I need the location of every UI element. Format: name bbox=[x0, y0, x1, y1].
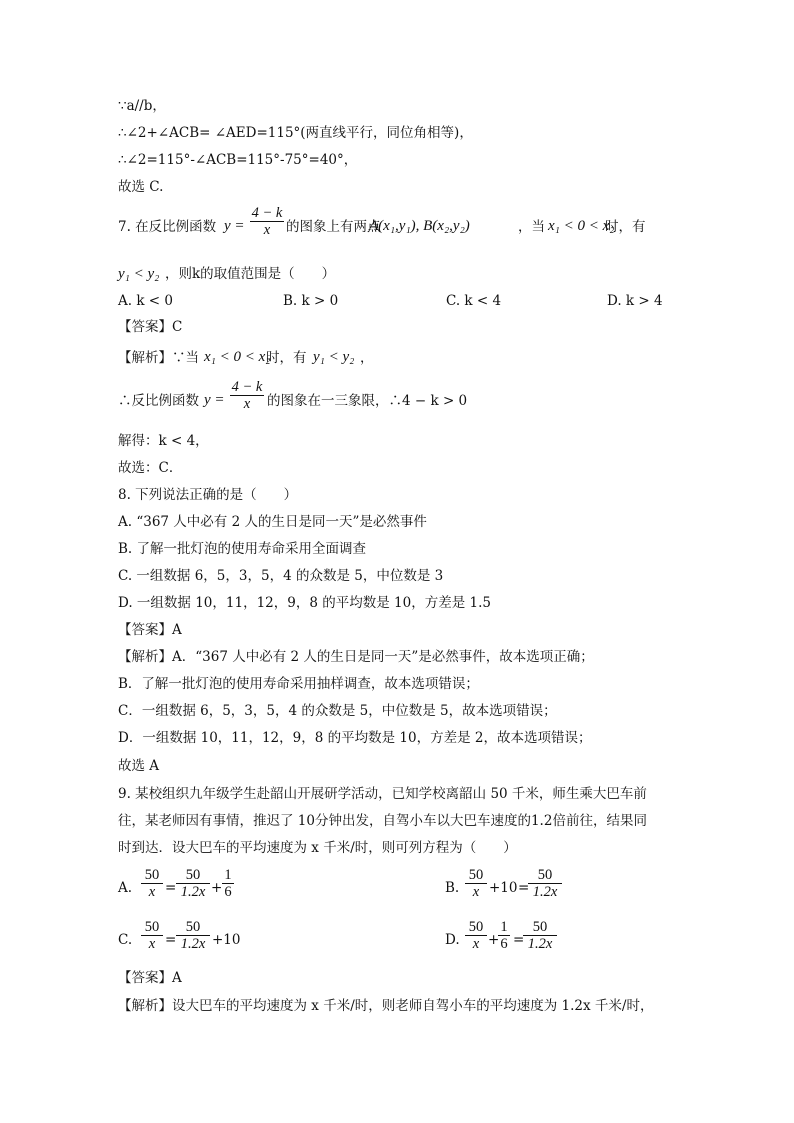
q9-eq: = bbox=[165, 932, 177, 948]
q9-b-frac2 bbox=[528, 867, 562, 900]
q9-c-frac2 bbox=[176, 919, 210, 952]
q9-den: x bbox=[472, 936, 480, 952]
q8-analysis-line: D．一组数据 10，11，12，9，8 的平均数是 10，方差是 2，故本选项错误； bbox=[118, 730, 592, 746]
q8-answer: 【答案】A bbox=[118, 622, 182, 638]
q9-num: 50 bbox=[468, 867, 484, 883]
q7-analysis-den: x bbox=[243, 396, 251, 412]
q9-plus: + bbox=[211, 880, 223, 896]
q8-analysis-line: 故选 A bbox=[118, 758, 160, 774]
q9-eq: = bbox=[165, 880, 177, 896]
q9-num: 50 bbox=[144, 919, 160, 935]
q9-answer: 【答案】A bbox=[118, 970, 182, 986]
q8-analysis-line: B．了解一批灯泡的使用寿命采用抽样调查，故本选项错误； bbox=[118, 676, 479, 692]
q7-text-cond: ，当 bbox=[518, 219, 545, 235]
text-line: ∴∠2=115°-∠ACB=115°-75°=40°， bbox=[118, 152, 358, 168]
q9-den: x bbox=[148, 936, 156, 952]
q8-analysis-line: C．一组数据 6，5，3，5，4 的众数是 5，中位数是 5，故本选项错误； bbox=[118, 703, 557, 719]
q7-analysis-1: 【解析】∵当 bbox=[118, 350, 199, 366]
q9-den: x bbox=[148, 884, 156, 900]
q7-option-b: B. k > 0 bbox=[283, 293, 339, 309]
q9-option-a-label: A. bbox=[118, 880, 133, 896]
q9-num: 50 bbox=[468, 919, 484, 935]
q9-stem-line: 往，某老师因有事情，推迟了 10分钟出发，自驾小车以大巴车速度的1.2倍前往，结果同 bbox=[118, 813, 647, 829]
q8-option-d: D. 一组数据 10，11，12，9，8 的平均数是 10，方差是 1.5 bbox=[118, 595, 491, 611]
q9-den: 1.2x bbox=[180, 884, 206, 900]
text-line: ∵a//b， bbox=[118, 98, 166, 114]
q9-num: 1 bbox=[500, 919, 508, 935]
q9-den: 6 bbox=[500, 936, 508, 952]
q9-a-frac3 bbox=[222, 867, 234, 900]
text-line: 故选 C. bbox=[118, 179, 164, 195]
q7-analysis-mid: 时，有 bbox=[266, 350, 307, 366]
q9-eq: = bbox=[513, 932, 525, 948]
q7-analysis-2-pre: ∴反比例函数 bbox=[118, 393, 199, 409]
q7-fraction bbox=[250, 205, 284, 238]
q7-prefix: 7. 在反比例函数 bbox=[118, 219, 217, 235]
q7-points: A(x₁,y₁), B(x₂,y₂) bbox=[369, 218, 470, 234]
q7-text-end: 时，有 bbox=[605, 219, 646, 235]
q9-den: 1.2x bbox=[532, 884, 558, 900]
q7-answer: 【答案】C bbox=[118, 319, 183, 335]
q8-option-a: A. “367 人中必有 2 人的生日是同一天”是必然事件 bbox=[118, 514, 427, 530]
q7-analysis-expr2: y₁ < y₂ bbox=[313, 349, 355, 365]
q7-analysis-fraction bbox=[230, 379, 264, 412]
q9-option-d-label: D. bbox=[445, 932, 460, 948]
q9-option-b-label: B. bbox=[445, 880, 460, 896]
q7-frac-num: 4 − k bbox=[251, 205, 283, 221]
q7-cond: x₁ < 0 < x₂ bbox=[548, 218, 615, 234]
q8-analysis-line: 【解析】A．“367 人中必有 2 人的生日是同一天”是必然事件，故本选项正确； bbox=[118, 649, 594, 665]
q9-num: 50 bbox=[144, 867, 160, 883]
q7-y-eq: y = bbox=[224, 218, 245, 234]
q9-c-frac1 bbox=[141, 919, 163, 952]
q8-option-c: C. 一组数据 6，5，3，5，4 的众数是 5，中位数是 3 bbox=[118, 568, 444, 584]
q9-analysis: 【解析】设大巴车的平均速度为 x 千米/时，则老师自驾小车的平均速度为 1.2x 千米/时， bbox=[118, 998, 654, 1014]
q7-line2-text: ，则k的取值范围是（ ） bbox=[165, 266, 336, 282]
q9-num: 50 bbox=[532, 919, 548, 935]
q9-d-frac1 bbox=[465, 919, 487, 952]
q9-option-c-label: C. bbox=[118, 932, 133, 948]
q8-title: 8. 下列说法正确的是（ ） bbox=[118, 487, 298, 503]
q9-a-frac2 bbox=[176, 867, 210, 900]
text-line: ∴∠2+∠ACB= ∠AED=115°(两直线平行，同位角相等)， bbox=[118, 125, 473, 141]
q9-plus: + bbox=[488, 932, 500, 948]
q9-den: 1.2x bbox=[180, 936, 206, 952]
q7-analysis-3: 解得：k < 4， bbox=[118, 433, 209, 449]
q9-den: 6 bbox=[224, 884, 232, 900]
q7-analysis-expr: x₁ < 0 < x₂ bbox=[204, 349, 271, 365]
q7-analysis-end: ， bbox=[360, 350, 374, 366]
q9-num: 1 bbox=[224, 867, 232, 883]
q9-plus10: +10 bbox=[489, 880, 518, 896]
q9-stem-line: 时到达．设大巴车的平均速度为 x 千米/时，则可列方程为（ ） bbox=[118, 840, 517, 856]
q9-stem-line: 9. 某校组织九年级学生赴韶山开展研学活动，已知学校离韶山 50 千米，师生乘大巴车前 bbox=[118, 786, 647, 802]
q9-b-frac1 bbox=[465, 867, 487, 900]
q7-frac-den: x bbox=[263, 222, 271, 238]
q9-num: 50 bbox=[537, 867, 553, 883]
q7-option-d: D. k > 4 bbox=[607, 293, 663, 309]
q7-line2-expr: y₁ < y₂ bbox=[118, 266, 160, 282]
q9-den: x bbox=[472, 884, 480, 900]
q7-analysis-2-post: 的图象在一三象限，∴4 − k > 0 bbox=[267, 393, 468, 409]
q7-analysis-4: 故选：C． bbox=[118, 460, 183, 476]
q9-num: 50 bbox=[185, 919, 201, 935]
q9-eq: = bbox=[518, 880, 530, 896]
q7-option-a: A. k < 0 bbox=[118, 293, 173, 309]
q7-analysis-2-y: y = bbox=[204, 392, 225, 408]
q7-analysis-num: 4 − k bbox=[231, 379, 263, 395]
q9-den: 1.2x bbox=[527, 936, 553, 952]
q9-a-frac1 bbox=[141, 867, 163, 900]
q7-option-c: C. k < 4 bbox=[446, 293, 502, 309]
q8-option-b: B. 了解一批灯泡的使用寿命采用全面调查 bbox=[118, 541, 367, 557]
q9-num: 50 bbox=[185, 867, 201, 883]
q7-text-mid: 的图象上有两点 bbox=[286, 219, 381, 235]
q9-d-frac3 bbox=[523, 919, 557, 952]
q9-d-frac2 bbox=[498, 919, 510, 952]
q9-plus10: +10 bbox=[212, 932, 241, 948]
